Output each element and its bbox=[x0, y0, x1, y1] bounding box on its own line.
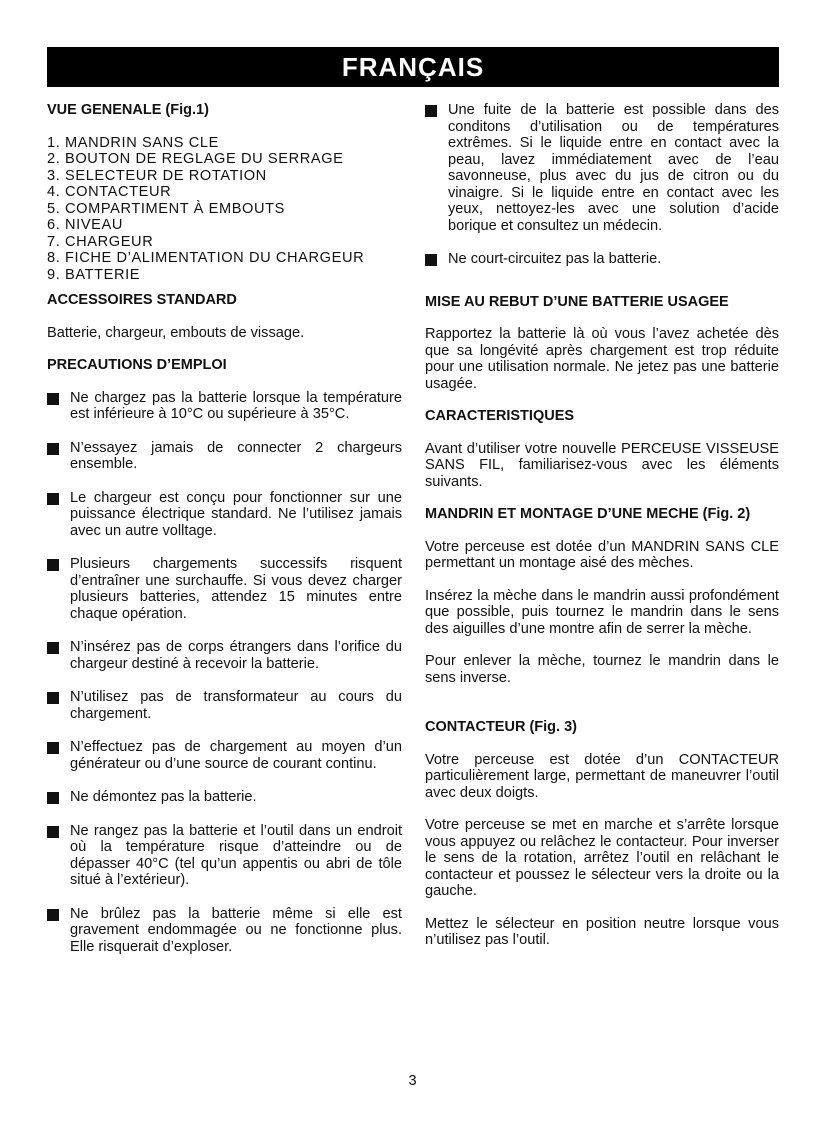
square-bullet-icon bbox=[47, 792, 59, 804]
square-bullet-icon bbox=[47, 742, 59, 754]
precaution-item bbox=[425, 251, 779, 268]
parts-list-item: 9. BATTERIE bbox=[47, 266, 141, 283]
precaution-text: N’utilisez pas de transformateur au cours du chargement. bbox=[70, 689, 402, 722]
precaution-item bbox=[47, 390, 402, 423]
parts-list-item: 6. NIVEAU bbox=[47, 217, 123, 233]
parts-list-item: 1. MANDRIN SANS CLE bbox=[47, 134, 219, 151]
precaution-item bbox=[47, 440, 402, 473]
precaution-text: Ne court-circuitez pas la batterie. bbox=[448, 251, 662, 267]
precaution-text: N’effectuez pas de chargement au moyen d’un générateur ou d’une source de courant continu. bbox=[70, 739, 402, 772]
page-number: 3 bbox=[408, 1073, 417, 1089]
square-bullet-icon bbox=[425, 105, 437, 117]
square-bullet-icon bbox=[47, 909, 59, 921]
features-heading: CARACTERISTIQUES bbox=[425, 408, 575, 424]
chuck-paragraph: Pour enlever la mèche, tournez le mandrin dans le sens inverse. bbox=[425, 653, 779, 686]
square-bullet-icon bbox=[47, 692, 59, 704]
precaution-text: Le chargeur est conçu pour fonctionner sur une puissance électrique standard. Ne l’utilisez jamais avec un autre volltage. bbox=[70, 489, 402, 539]
chuck-heading: MANDRIN ET MONTAGE D’UNE MECHE (Fig. 2) bbox=[425, 506, 751, 522]
precaution-item bbox=[47, 789, 402, 806]
square-bullet-icon bbox=[425, 254, 437, 266]
square-bullet-icon bbox=[47, 393, 59, 405]
accessories-heading: ACCESSOIRES STANDARD bbox=[47, 292, 237, 308]
precautions-heading: PRECAUTIONS D’EMPLOI bbox=[47, 357, 227, 373]
precaution-item bbox=[47, 556, 402, 622]
switch-paragraph: Votre perceuse est dotée d’un CONTACTEUR particulièrement large, permettant de maneuvrer l’outil avec deux doigts. bbox=[425, 751, 779, 801]
precaution-item bbox=[47, 639, 402, 672]
switch-heading: CONTACTEUR (Fig. 3) bbox=[425, 719, 577, 735]
precaution-text: N’essayez jamais de connecter 2 chargeurs ensemble. bbox=[70, 439, 402, 472]
square-bullet-icon bbox=[47, 443, 59, 455]
parts-list-item: 7. CHARGEUR bbox=[47, 233, 154, 250]
accessories-text: Batterie, chargeur, embouts de vissage. bbox=[47, 324, 305, 341]
features-text: Avant d’utiliser votre nouvelle PERCEUSE VISSEUSE SANS FIL, familiarisez-vous avec les éléments suivants. bbox=[425, 440, 779, 490]
parts-list-item: 4. CONTACTEUR bbox=[47, 184, 172, 200]
chuck-paragraph: Votre perceuse est dotée d’un MANDRIN SANS CLE permettant un montage aisé des mèches. bbox=[425, 538, 779, 571]
precaution-text: N’insérez pas de corps étrangers dans l’orifice du chargeur destiné à recevoir la batterie. bbox=[70, 639, 402, 672]
precaution-item bbox=[425, 102, 779, 234]
precaution-text: Plusieurs chargements successifs risquent d’entraîner une surchauffe. Si vous devez charger plusieurs batteries, attendez 15 minutes entre chaque opération. bbox=[70, 556, 402, 622]
parts-list bbox=[47, 135, 402, 284]
square-bullet-icon bbox=[47, 826, 59, 838]
precaution-item bbox=[47, 823, 402, 889]
precaution-item bbox=[47, 739, 402, 772]
disposal-text: Rapportez la batterie là où vous l’avez achetée dès que sa longévité après chargement est trop réduite pour une utilisation normale. Ne jetez pas une batterie usagée. bbox=[425, 326, 779, 392]
overview-heading: VUE GENENALE (Fig.1) bbox=[47, 102, 209, 118]
section-banner: FRANÇAIS bbox=[47, 47, 779, 87]
precaution-item bbox=[47, 490, 402, 540]
chuck-paragraph: Insérez la mèche dans le mandrin aussi profondément que possible, puis tournez le mandrin dans le sens des aiguilles d’une montre afin de serrer la mèche. bbox=[425, 587, 779, 637]
precaution-item bbox=[47, 689, 402, 722]
precaution-text: Ne rangez pas la batterie et l’outil dans un endroit où la température risque d’atteindre ou de dépasser 40°C (tel qu’un appentis ou abri de tôle situé à l’extérieur). bbox=[70, 822, 402, 888]
precaution-text: Ne démontez pas la batterie. bbox=[70, 789, 257, 805]
parts-list-item: 8. FICHE D’ALIMENTATION DU CHARGEUR bbox=[47, 250, 365, 266]
precaution-text: Ne brûlez pas la batterie même si elle est gravement endommagée ou ne fonctionne plus. Elle risquerait d’exploser. bbox=[70, 905, 402, 955]
left-column bbox=[47, 102, 402, 955]
square-bullet-icon bbox=[47, 493, 59, 505]
right-column bbox=[425, 102, 779, 949]
disposal-heading: MISE AU REBUT D’UNE BATTERIE USAGEE bbox=[425, 293, 729, 310]
square-bullet-icon bbox=[47, 642, 59, 654]
precaution-item bbox=[47, 906, 402, 956]
parts-list-item: 5. COMPARTIMENT À EMBOUTS bbox=[47, 200, 285, 217]
switch-paragraph: Votre perceuse se met en marche et s’arrête lorsque vous appuyez ou relâchez le contacteur. Pour inverser le sens de la rotation, arrêtez l’outil en relâchant le contacteur et poussez le sélecteur vers la droite ou la gauche. bbox=[425, 817, 779, 899]
parts-list-item: 2. BOUTON DE REGLAGE DU SERRAGE bbox=[47, 151, 344, 167]
switch-paragraph: Mettez le sélecteur en position neutre lorsque vous n’utilisez pas l’outil. bbox=[425, 915, 779, 948]
precaution-text: Une fuite de la batterie est possible dans des conditons d’utilisation ou de températures extrêmes. Si le liquide entre en contact avec la peau, lavez immédiatement avec de l’eau savonneuse, plus avec du jus de citron ou du vinaigre. Si le liquide entre en contact avec les yeux, nettoyez-les avec une solution d’acide borique et consultez un médecin. bbox=[448, 102, 779, 234]
parts-list-item: 3. SELECTEUR DE ROTATION bbox=[47, 167, 267, 184]
square-bullet-icon bbox=[47, 559, 59, 571]
precaution-text: Ne chargez pas la batterie lorsque la température est inférieure à 10°C ou supérieure à 35°C. bbox=[70, 389, 402, 422]
